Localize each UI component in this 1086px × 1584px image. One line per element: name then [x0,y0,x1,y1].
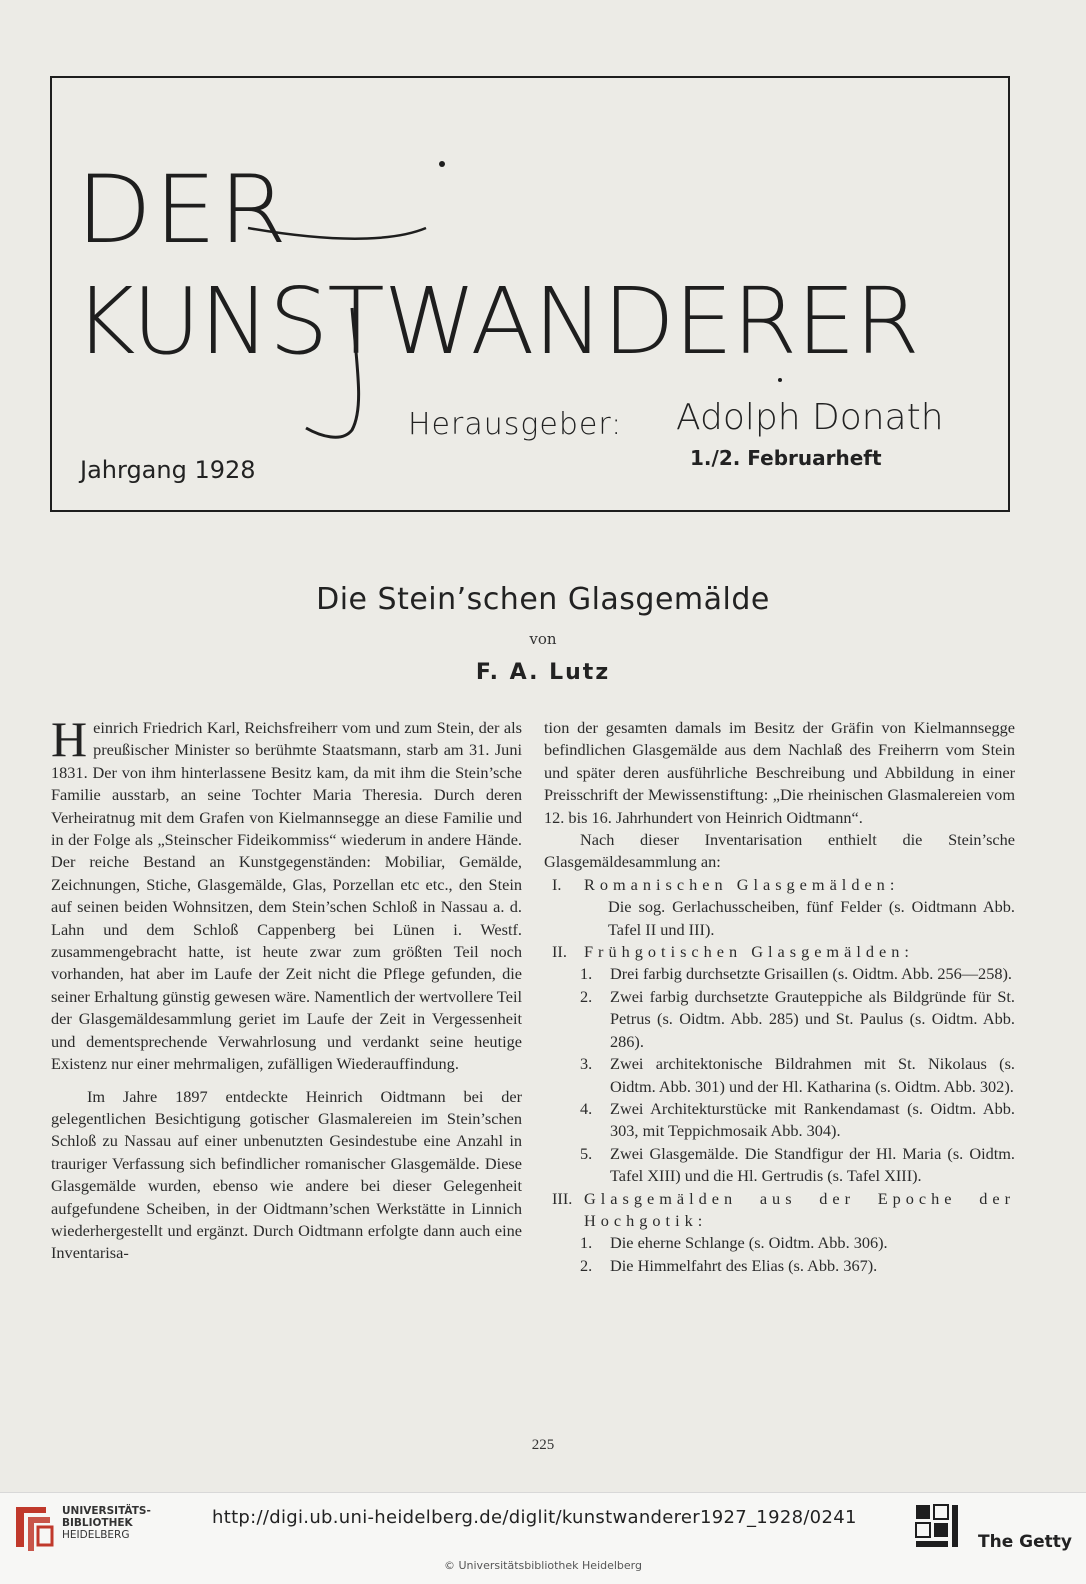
item-number: 5. [580,1143,593,1163]
library-line: HEIDELBERG [62,1529,130,1541]
list-item [544,1098,1015,1143]
item-number: 1. [580,1233,593,1253]
item-number: 3. [580,1054,593,1074]
list-item [544,1232,1015,1254]
section-numeral: I. [552,874,562,894]
item-number: 2. [580,986,593,1006]
publisher-name: Adolph Donath [676,397,944,438]
item-text: Die eherne Schlange (s. Oidtm. Abb. 306). [610,1233,888,1253]
section-title: Frühgotischen Glasgemälden: [584,942,914,962]
section-title: Romanischen Glasgemälden: [584,874,900,894]
item-number: 1. [580,964,593,984]
paragraph: Nach dieser Inventarisation enthielt die Stein’sche Glasgemäldesammlung an: [544,830,1015,872]
paragraph [51,711,523,1076]
source-url-link[interactable]: http://digi.ub.uni-heidelberg.de/diglit/kunstwanderer1927_1928/0241 [212,1507,857,1528]
item-text: Die Himmelfahrt des Elias (s. Abb. 367). [610,1255,878,1275]
paragraph: tion der gesamten damals im Besitz der Gräfin von Kielmannsegge befindlichen Glasgemälde aus dem Nachlaß des Freiherrn vom Stein und später deren ausführliche Beschreibung und Abbildung in einer Preisschrift der Mewissenstiftung: „Die rheinischen Glasmalereien vom 12. bis 16. Jahrhundert von Heinrich Oidtmann“. [544,718,1015,827]
item-number: 4. [580,1098,593,1118]
list-item [544,1053,1015,1098]
page-number: 225 [531,1437,555,1453]
copyright-notice: © Universitätsbibliothek Heidelberg [443,1559,642,1572]
masthead-title-kunstwanderer: KUNSTWANDERER [74,268,919,375]
item-text: Zwei farbig durchsetzte Grauteppiche als Bildgründe für St. Petrus (s. Oidtm. Abb. 285) und St. Paulus (s. Oidtm. Abb. 286). [610,986,1015,1051]
university-library-name [62,1505,151,1541]
item-text: Drei farbig durchsetzte Grisaillen (s. Oidtm. Abb. 256—258). [610,964,1012,984]
list-item [544,963,1015,985]
paragraph: Im Jahre 1897 entdeckte Heinrich Oidtmann bei der gelegentlichen Besichtigung gotischer Glasmalereien im Stein’schen Schloß zu Nassau auf einer unbenutzten Gesindestube eine Anzahl in trauriger Verfassung sich befindlicher romanischer Glasgemälde. Diese Glasgemälde wurden, ebenso wie andere bei dieser Gelegenheit aufgefundene Scheiben, in der Oidtmann’schen Werkstätte in Linnich wiederhergestellt und ergänzt. Durch Oidtmann erfolgte dann auch eine Inventarisa- [51,1086,522,1263]
getty-label: The Getty [978,1532,1072,1552]
list-item [544,1255,1015,1277]
issue-label: 1./2. Februarheft [690,446,882,470]
item-text: Zwei Glasgemälde. Die Standfigur der Hl. Maria (s. Oidtm. Tafel XIII) und die Hl. Gertrudis (s. Tafel XIII). [610,1143,1015,1186]
publisher-label: Herausgeber: [408,407,623,442]
section-heading [544,874,1015,896]
section-heading [544,941,1015,963]
section-title: Glasgemälden aus der Epoche der Hochgotik: [584,1188,1015,1230]
list-item [544,1143,1015,1188]
article-author: F. A. Lutz [475,660,611,685]
masthead-frame [50,76,1010,512]
library-line: UNIVERSITÄTS- [62,1505,151,1517]
drop-cap: H [51,711,88,767]
getty-logo-icon [914,1503,970,1559]
section-numeral: III. [552,1188,573,1208]
footer-bar [0,1492,1086,1584]
list-item [544,986,1015,1053]
item-text: Zwei Architekturstücke mit Rankendamast (s. Oidtm. Abb. 303, mit Teppichmosaik Abb. 304). [610,1098,1015,1141]
volume-year: Jahrgang 1928 [80,456,256,484]
right-column [544,717,1015,1277]
paragraph-text: einrich Friedrich Karl, Reichsfreiherr vom und zum Stein, der als preußischer Minister so berühmte Staatsmann, starb am 31. Juni 1831. Der von ihm hinterlassene Besitz kam, da mit ihm die Stein’sche Familie ausstarb, an seine Tochter Maria Theresia. Durch deren Verheiratnug mit dem Grafen von Kielmannsegge an diese Familie und in der Folge als „Steinscher Fideikommiss“ wiederum in andere Hände. Der reiche Bestand an Kunstgegenständen: Mobiliar, Gemälde, Zeichnungen, Stiche, Glasgemälde, Glas, Porzellan etc etc., den Stein auf seinen beiden Wohnsitzen, dem Stein’schen Schloß in Nassau a. d. Lahn und dem Schloß Cappenberg bei Lünen i. Westf. zusammengebracht hatte, ist heute zwar zum größten Teil noch vorhanden, hat aber im Laufe der Zeit nicht die Pflege gefunden, die seiner Erhaltung günstig gewesen wäre. Namentlich der wertvollere Teil der Glasgemäldesammlung geriet im Laufe der Zeit in Vergessenheit und dementsprechende Verwahrlosung und verdankt seine heutige Existenz nur einer mehrmaligen, zufälligen Wiederauffindung. [51,718,523,1074]
masthead-title-der: DER [76,156,290,265]
article-byline-von: von [529,630,557,648]
item-text: Zwei architektonische Bildrahmen mit St. Nikolaus (s. Oidtm. Abb. 301) und der Hl. Katharina (s. Oidtm. Abb. 302). [610,1054,1015,1096]
article-title: Die Stein’schen Glasgemälde [316,582,770,617]
section-numeral: II. [552,942,567,962]
left-column [51,711,523,1265]
item-number: 2. [580,1255,593,1275]
library-line: BIBLIOTHEK [62,1517,133,1529]
section-heading [544,1188,1015,1233]
section-body: Die sog. Gerlachusscheiben, fünf Felder (s. Oidtmann Abb. Tafel II und III). [608,897,1015,939]
university-library-logo-icon [12,1501,54,1553]
